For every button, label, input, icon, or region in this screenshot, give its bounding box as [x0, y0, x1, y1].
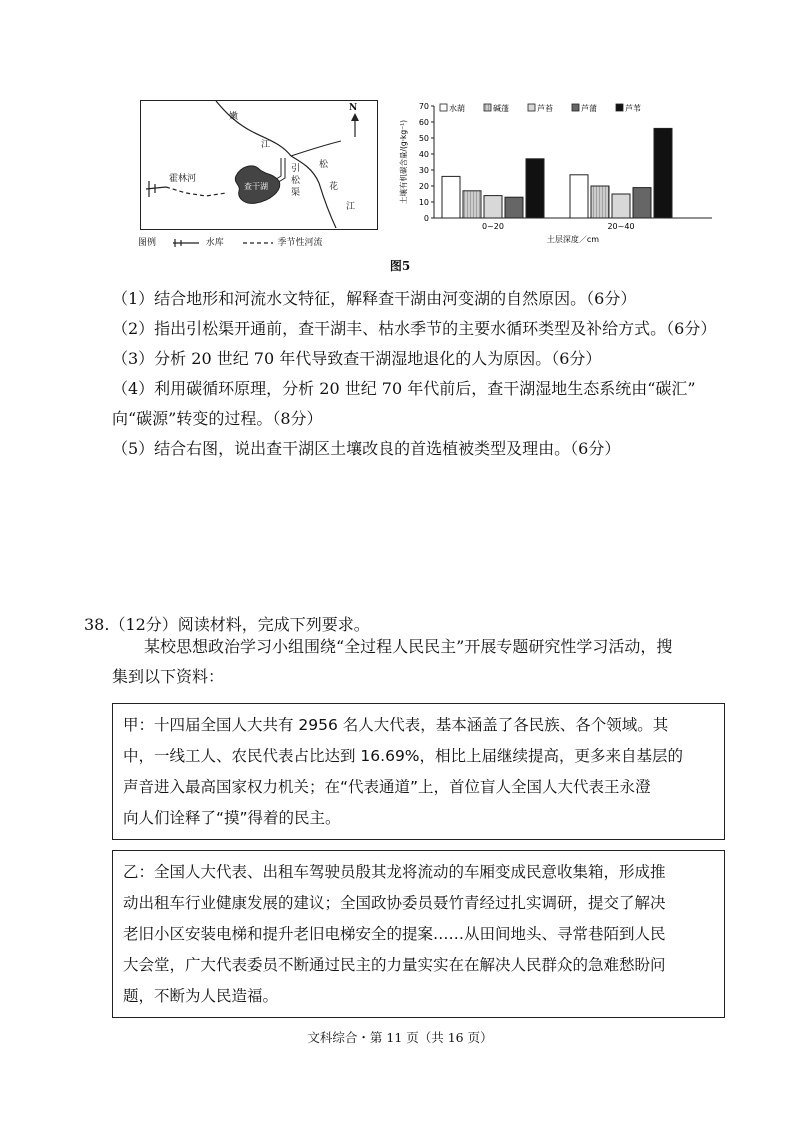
material-yi-line: 动出租车行业健康发展的建议；全国政协委员聂竹青经过扎实调研，提交了解决 [123, 894, 666, 912]
legend-swatch [440, 104, 447, 111]
y-tick-label: 0 [423, 214, 429, 223]
question-5: （5）结合右图，说出查干湖区土壤改良的首选植被类型及理由。（6分） [112, 439, 621, 458]
y-axis-label: 土壤有机碳含量/(g·kg⁻¹) [399, 119, 408, 205]
material-jia-box [112, 703, 725, 840]
map-frame [140, 100, 378, 230]
bar-碱蓬 [463, 191, 481, 218]
legend-title: 图例 [138, 238, 157, 248]
question-4-cont: 向“碳源”转变的过程。（8分） [112, 409, 323, 428]
question-1: （1）结合地形和河流水文特征，解释查干湖由河变湖的自然原因。（6分） [112, 289, 637, 308]
legend-label: 芦蒲 [581, 104, 597, 113]
chart-svg [392, 92, 722, 252]
bar-芦苇 [654, 128, 672, 218]
map-label-yin: 引 [291, 164, 301, 174]
map-drawing [141, 101, 376, 228]
x-tick-label: 20~40 [607, 222, 635, 231]
material-yi-line: 老旧小区安装电梯和提升老旧电梯安全的提案……从田间地头、寻常巷陌到人民 [123, 925, 666, 943]
map-legend [138, 235, 323, 248]
y-tick-label: 70 [418, 102, 429, 111]
soil-carbon-chart [392, 92, 722, 252]
second-songhua-river [291, 141, 341, 156]
legend-label: 芦苔 [537, 104, 553, 113]
material-yi-line: 题，不断为人民造福。 [123, 987, 279, 1005]
question-2: （2）指出引松渠开通前，查干湖丰、枯水季节的主要水循环类型及补给方式。（6分） [112, 319, 717, 338]
bar-芦苔 [484, 196, 502, 218]
reservoir-legend-icon [171, 238, 203, 248]
material-yi-box [112, 850, 725, 1018]
y-tick-label: 30 [418, 166, 429, 175]
legend-swatch [616, 104, 623, 111]
map-label-jiang2: 江 [346, 202, 356, 212]
y-tick-label: 50 [418, 134, 429, 143]
material-yi-line: 乙：全国人大代表、出租车驾驶员殷其龙将流动的车厢变成民意收集箱，形成推 [123, 863, 666, 881]
bar-芦蒲 [633, 188, 651, 218]
x-axis-label: 土层深度／cm [546, 235, 600, 244]
material-yi-line: 大会堂，广大代表委员不断通过民主的力量实实在在解决人民群众的急难愁盼问 [123, 956, 666, 974]
map-label-huolin: 霍林河 [169, 174, 197, 184]
question-38-heading: 38.（12分）阅读材料，完成下列要求。 [84, 615, 370, 634]
page-footer: 文科综合・第 11 页（共 16 页） [307, 1030, 493, 1045]
bar-芦苇 [526, 159, 544, 218]
y-tick-label: 60 [418, 118, 429, 127]
x-tick-label: 0~20 [482, 222, 504, 231]
seasonal-river-legend-icon [241, 238, 275, 248]
bar-水葫 [570, 175, 588, 218]
figure-caption: 图5 [389, 259, 411, 273]
map-label-hua: 花 [329, 182, 339, 192]
map-label-song2: 松 [319, 160, 329, 170]
legend-swatch [484, 104, 491, 111]
question-38-intro-2: 集到以下资料： [112, 667, 225, 686]
map-label-qu: 渠 [291, 188, 301, 198]
y-tick-label: 10 [418, 198, 429, 207]
legend-label: 芦苇 [625, 104, 641, 113]
question-38-intro-1: 某校思想政治学习小组围绕“全过程人民民主”开展专题研究性学习活动，搜 [144, 637, 673, 656]
material-jia-line: 声音进入最高国家权力机关；在“代表通道”上，首位盲人全国人大代表王永澄 [123, 778, 651, 796]
bar-碱蓬 [591, 186, 609, 218]
map-label-nen: 嫩 [229, 112, 239, 122]
material-jia-line: 中，一线工人、农民代表占比达到 16.69%，相比上届继续提高，更多来自基层的 [123, 747, 684, 765]
question-4: （4）利用碳循环原理，分析 20 世纪 70 年代前后，查干湖湿地生态系统由“碳汇” [112, 379, 696, 398]
legend-swatch [572, 104, 579, 111]
material-jia-line: 甲：十四届全国人大共有 2956 名人大代表，基本涵盖了各民族、各个领域。其 [123, 716, 669, 734]
question-3: （3）分析 20 世纪 70 年代导致查干湖湿地退化的人为原因。（6分） [112, 349, 602, 368]
map-label-chagan: 查干湖 [244, 182, 268, 191]
map-label-jiang1: 江 [261, 140, 271, 150]
map-label-north: N [349, 103, 358, 113]
legend-label: 水葫 [449, 104, 465, 113]
legend-swatch [528, 104, 535, 111]
material-jia-line: 向人们诠释了“摸”得着的民主。 [123, 809, 341, 827]
nenjiang-river [216, 101, 291, 156]
bar-水葫 [442, 176, 460, 218]
bar-芦蒲 [505, 197, 523, 218]
y-tick-label: 40 [418, 150, 429, 159]
legend-seasonal-river: 季节性河流 [277, 238, 323, 248]
legend-reservoir: 水库 [205, 238, 224, 248]
huolin-river-seasonal [166, 187, 226, 196]
y-tick-label: 20 [418, 182, 429, 191]
north-arrow-head [351, 113, 359, 121]
legend-label: 碱蓬 [493, 104, 509, 113]
map-label-song: 松 [291, 176, 301, 186]
bar-芦苔 [612, 194, 630, 218]
